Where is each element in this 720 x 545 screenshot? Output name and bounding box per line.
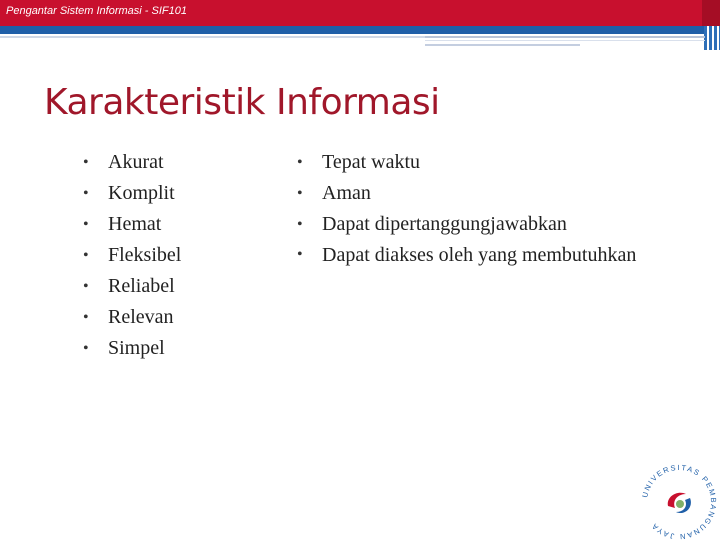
list-item xyxy=(83,302,181,333)
list-item-label: Komplit xyxy=(108,182,175,204)
list-item-label: Fleksibel xyxy=(108,244,182,266)
list-item-label: Simpel xyxy=(108,337,165,359)
bullet-icon: • xyxy=(83,216,89,233)
bullet-icon: • xyxy=(83,247,89,264)
bullet-icon: • xyxy=(83,185,89,202)
bullet-icon: • xyxy=(83,340,89,357)
list-item xyxy=(297,240,652,270)
divider-line xyxy=(425,36,705,38)
left-bullet-list xyxy=(83,147,181,364)
bullet-icon: • xyxy=(297,154,303,171)
list-item-label: Dapat diakses oleh yang membutuhkan xyxy=(322,244,637,266)
list-item-label: Reliabel xyxy=(108,275,175,297)
bullet-icon: • xyxy=(297,216,303,233)
right-bullet-list xyxy=(297,147,652,270)
university-logo-icon xyxy=(638,460,720,540)
list-item xyxy=(83,240,181,271)
list-item-label: Hemat xyxy=(108,213,162,235)
list-item-label: Aman xyxy=(322,182,371,204)
list-item xyxy=(83,178,181,209)
list-item xyxy=(297,209,652,240)
list-item-label: Akurat xyxy=(108,151,164,173)
slide-title: Karakteristik Informasi xyxy=(44,82,440,123)
university-logo xyxy=(638,460,720,540)
list-item xyxy=(297,147,652,178)
list-item xyxy=(297,178,652,209)
list-item xyxy=(83,271,181,302)
svg-text:UNIVERSITAS PEMBANGUNAN JAYA: UNIVERSITAS PEMBANGUNAN JAYA xyxy=(640,462,719,540)
list-item-label: Relevan xyxy=(108,306,174,328)
list-item xyxy=(83,209,181,240)
header-stripes xyxy=(704,26,720,50)
bullet-icon: • xyxy=(297,246,303,263)
header-blue-band xyxy=(0,26,720,34)
list-item xyxy=(83,333,181,364)
header-bar xyxy=(0,0,720,26)
divider-line xyxy=(425,44,580,46)
list-item-label: Dapat dipertanggungjawabkan xyxy=(322,213,567,235)
header-accent xyxy=(702,0,720,26)
bullet-icon: • xyxy=(83,309,89,326)
list-item xyxy=(83,147,181,178)
list-item-label: Tepat waktu xyxy=(322,151,421,173)
bullet-icon: • xyxy=(83,154,89,171)
divider-line xyxy=(425,40,705,41)
bullet-icon: • xyxy=(297,185,303,202)
divider-line xyxy=(0,36,425,38)
course-label: Pengantar Sistem Informasi - SIF101 xyxy=(6,5,187,17)
bullet-icon: • xyxy=(83,278,89,295)
